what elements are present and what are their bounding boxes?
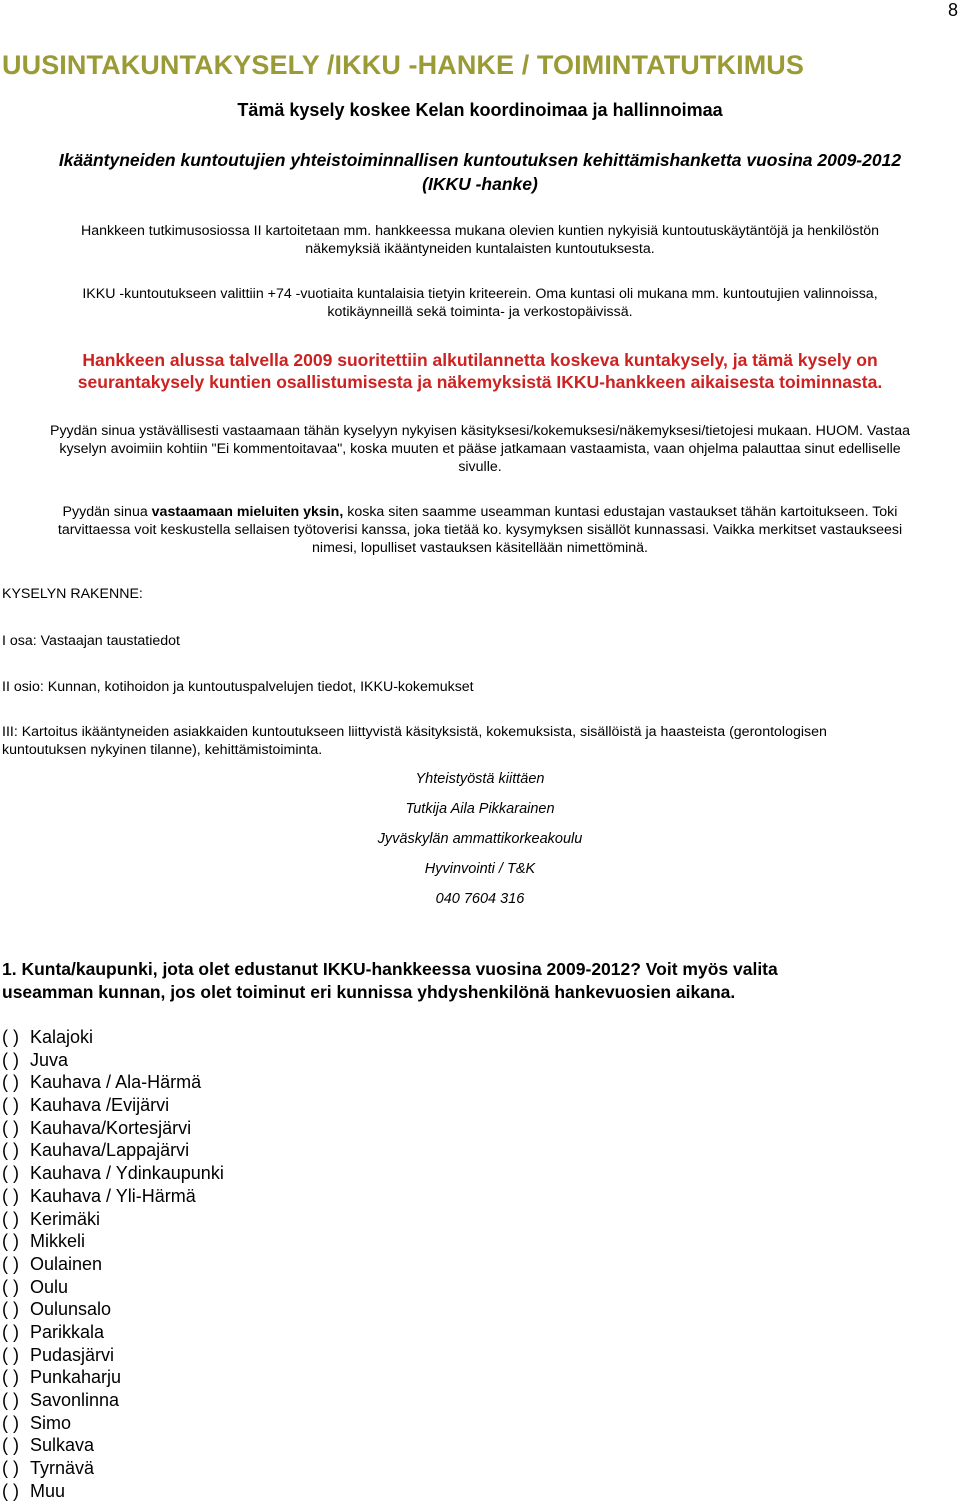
option-checkbox[interactable]: ( ): [2, 1095, 19, 1116]
municipality-options: [2, 1026, 224, 1502]
signature-phone: 040 7604 316: [435, 891, 525, 907]
text-line: [0, 503, 960, 521]
option-item[interactable]: [2, 1276, 224, 1299]
instructions-paragraph: [0, 422, 960, 476]
signature-thanks: Yhteistyöstä kiittäen: [415, 771, 545, 787]
text-line: 1. Kunta/kaupunki, jota olet edustanut IKKU-hankkeessa vuosina 2009-2012? Voit myös valita: [2, 959, 778, 979]
option-checkbox[interactable]: ( ): [2, 1412, 19, 1433]
answer-alone-paragraph: [0, 503, 960, 557]
option-item[interactable]: [2, 1162, 224, 1185]
option-label: Oulunsalo: [30, 1299, 112, 1320]
option-item[interactable]: [2, 1094, 224, 1117]
text-line: seurantakysely kuntien osallistumisesta ja näkemyksistä IKKU-hankkeen aikaisesta toiminnasta.: [77, 372, 883, 392]
option-item[interactable]: [2, 1071, 224, 1094]
signature-unit: Hyvinvointi / T&K: [424, 861, 536, 877]
project-title-line: Ikääntyneiden kuntoutujien yhteistoiminnallisen kuntoutuksen kehittämishanketta vuosina 2009-2012: [58, 150, 902, 170]
option-item[interactable]: [2, 1412, 224, 1435]
option-item[interactable]: [2, 1117, 224, 1140]
option-checkbox[interactable]: ( ): [2, 1480, 19, 1501]
option-item[interactable]: [2, 1026, 224, 1049]
text-line: kyselyn avoimiin kohtiin "Ei kommentoitavaa", koska muuten et pääse jatkamaan vastaamista, vaan ohjelma palauttaa sinut edelliselle: [59, 441, 901, 457]
intro-paragraph-2: [0, 285, 960, 321]
option-label: Kauhava /Evijärvi: [30, 1095, 170, 1116]
option-label: Kauhava / Ydinkaupunki: [30, 1163, 224, 1184]
signature-researcher: Tutkija Aila Pikkarainen: [405, 801, 555, 817]
option-item[interactable]: [2, 1344, 224, 1367]
option-item[interactable]: [2, 1434, 224, 1457]
subtitle: Tämä kysely koskee Kelan koordinoimaa ja hallinnoimaa: [237, 100, 723, 120]
text-span: koska siten saamme useamman kuntasi edustajan vastaukset tähän kartoitukseen. Toki: [343, 504, 898, 520]
option-label: Muu: [30, 1480, 66, 1501]
page-number: 8: [947, 0, 958, 20]
text-line: tarvittaessa voit keskustella sellaisen työtoverisi kanssa, joka tietää ko. kysymyksen sisällöt kunnassasi. Vaikka merkitset vastaukseesi: [57, 522, 903, 538]
option-checkbox[interactable]: ( ): [2, 1231, 19, 1252]
option-label: Kalajoki: [30, 1027, 94, 1047]
option-item[interactable]: [2, 1298, 224, 1321]
option-item[interactable]: [2, 1185, 224, 1208]
option-item[interactable]: [2, 1389, 224, 1412]
page-title: UUSINTAKUNTAKYSELY /IKKU -HANKE / TOIMINTATUTKIMUS: [2, 50, 805, 80]
option-item[interactable]: [2, 1139, 224, 1162]
option-checkbox[interactable]: ( ): [2, 1458, 19, 1479]
option-label: Oulainen: [30, 1253, 103, 1274]
text-span: Pyydän sinua: [62, 504, 152, 520]
option-label: Oulu: [30, 1276, 69, 1297]
option-label: Kauhava/Lappajärvi: [30, 1140, 190, 1161]
option-checkbox[interactable]: ( ): [2, 1390, 19, 1410]
option-checkbox[interactable]: ( ): [2, 1185, 19, 1206]
option-label: Kauhava / Yli-Härmä: [30, 1185, 196, 1206]
option-checkbox[interactable]: ( ): [2, 1140, 19, 1161]
option-label: Tyrnävä: [30, 1458, 95, 1479]
option-item[interactable]: [2, 1321, 224, 1344]
intro-paragraph-1: [0, 222, 960, 258]
option-item[interactable]: [2, 1230, 224, 1253]
option-checkbox[interactable]: ( ): [2, 1276, 19, 1297]
structure-part-1: I osa: Vastaajan taustatiedot: [2, 633, 180, 649]
text-line: III: Kartoitus ikääntyneiden asiakkaiden kuntoutukseen liittyvistä käsityksistä, kokemuksista, sisällöistä ja haasteista (gerontologisen: [2, 724, 827, 740]
text-line: näkemyksiä ikääntyneiden kuntalaisten kuntoutuksesta.: [305, 241, 655, 257]
option-label: Savonlinna: [30, 1390, 120, 1410]
option-label: Kauhava / Ala-Härmä: [30, 1072, 202, 1093]
option-item[interactable]: [2, 1208, 224, 1231]
option-label: Sulkava: [30, 1435, 95, 1456]
option-label: Punkaharju: [30, 1367, 122, 1388]
option-checkbox[interactable]: ( ): [2, 1321, 19, 1342]
text-line: useamman kunnan, jos olet toiminut eri kunnissa yhdyshenkilönä hankevuosien aikana.: [2, 982, 736, 1002]
option-label: Juva: [30, 1049, 69, 1070]
project-title-line: (IKKU -hanke): [422, 174, 538, 194]
text-line: kotikäynneillä sekä toiminta- ja verkostopäivissä.: [327, 304, 633, 320]
option-item[interactable]: [2, 1457, 224, 1480]
text-line: Pyydän sinua ystävällisesti vastaamaan tähän kyselyyn nykyisen käsityksesi/kokemuksesi/näkemyksesi/tietojesi mukaan. HUOM. Vastaa: [49, 423, 911, 439]
option-checkbox[interactable]: ( ): [2, 1435, 19, 1456]
option-label: Simo: [30, 1412, 72, 1433]
text-line: kuntoutuksen nykyinen tilanne), kehittämistoiminta.: [2, 742, 323, 758]
text-line: nimesi, lopulliset vastauksen käsitellään nimettöminä.: [312, 540, 648, 556]
option-checkbox[interactable]: ( ): [2, 1049, 19, 1070]
option-label: Kerimäki: [30, 1208, 101, 1229]
structure-part-2: II osio: Kunnan, kotihoidon ja kuntoutuspalvelujen tiedot, IKKU-kokemukset: [2, 679, 474, 695]
option-checkbox[interactable]: ( ): [2, 1163, 19, 1184]
option-item[interactable]: [2, 1253, 224, 1276]
structure-heading: KYSELYN RAKENNE:: [2, 586, 143, 602]
option-checkbox[interactable]: ( ): [2, 1344, 19, 1365]
option-item[interactable]: [2, 1366, 224, 1389]
signature-school: Jyväskylän ammattikorkeakoulu: [377, 831, 583, 847]
option-checkbox[interactable]: ( ): [2, 1299, 19, 1320]
structure-part-3: [2, 723, 958, 759]
text-line: Hankkeen tutkimusosiossa II kartoitetaan mm. hankkeessa mukana olevien kuntien nykyisiä kuntoutuskäytäntöjä ja henkilöstön: [80, 223, 880, 239]
option-label: Parikkala: [30, 1321, 105, 1342]
option-item[interactable]: [2, 1049, 224, 1072]
option-checkbox[interactable]: ( ): [2, 1367, 19, 1388]
option-label: Mikkeli: [30, 1231, 86, 1252]
option-item[interactable]: [2, 1480, 224, 1503]
option-checkbox[interactable]: ( ): [2, 1117, 19, 1138]
highlight-paragraph: [0, 349, 960, 393]
question-1: [2, 958, 958, 1004]
option-checkbox[interactable]: ( ): [2, 1208, 19, 1229]
project-title: [0, 148, 960, 196]
option-checkbox[interactable]: ( ): [2, 1027, 19, 1047]
option-checkbox[interactable]: ( ): [2, 1253, 19, 1274]
option-label: Kauhava/Kortesjärvi: [30, 1117, 192, 1138]
option-checkbox[interactable]: ( ): [2, 1072, 19, 1093]
text-line: IKKU -kuntoutukseen valittiin +74 -vuotiaita kuntalaisia tietyin kriteerein. Oma kuntasi oli mukana mm. kuntoutujien valinnoissa,: [82, 286, 878, 302]
emphasis-text: vastaamaan mieluiten yksin,: [151, 504, 344, 520]
text-line: Hankkeen alussa talvella 2009 suoritettiin alkutilannetta koskeva kuntakysely, ja tämä kysely on: [82, 350, 878, 370]
option-label: Pudasjärvi: [30, 1344, 115, 1365]
text-line: sivulle.: [458, 459, 502, 475]
